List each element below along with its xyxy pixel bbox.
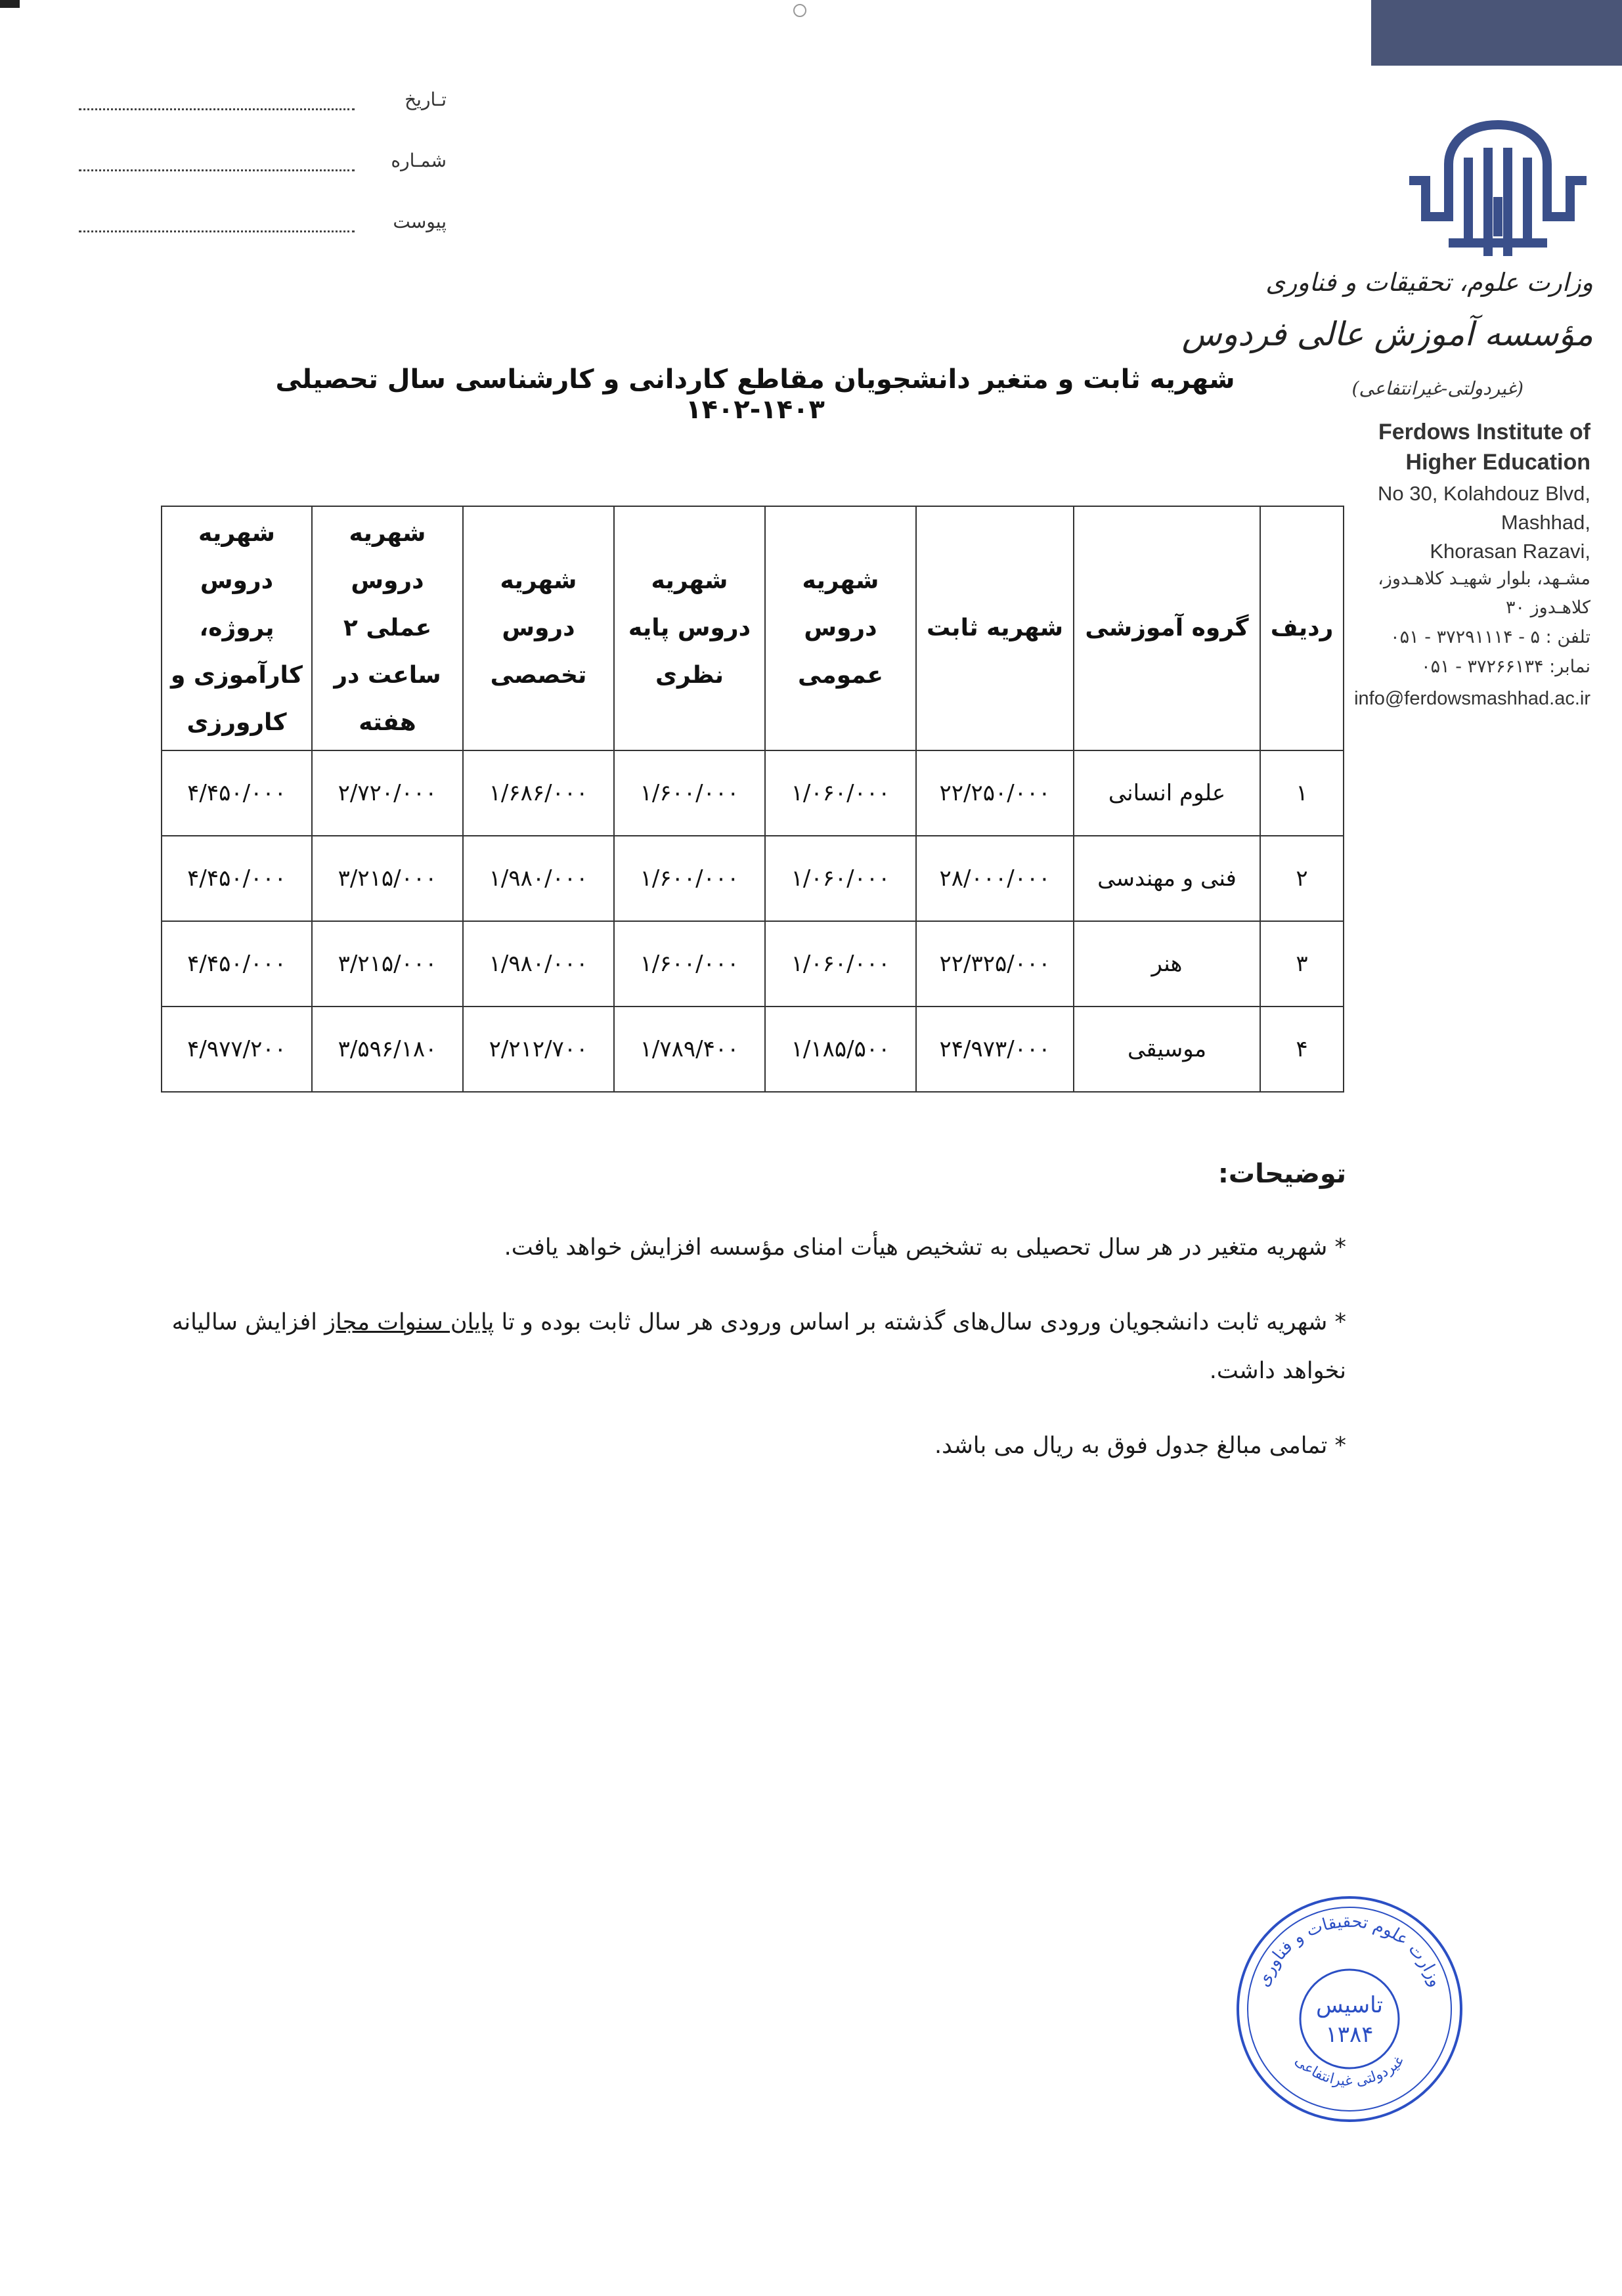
- date-field: [79, 82, 447, 143]
- institute-seal: [1231, 1891, 1468, 2127]
- table-cell: ۴: [1260, 1007, 1344, 1092]
- header-basic-theory-courses: شهریه دروس پایه نظری: [614, 506, 765, 750]
- table-cell: ۱/۰۶۰/۰۰۰: [765, 921, 916, 1007]
- attachment-field: [79, 204, 447, 265]
- institute-name-fa: مؤسسه آموزش عالی فردوس: [1181, 315, 1593, 353]
- table-cell: ۲۲/۳۲۵/۰۰۰: [916, 921, 1074, 1007]
- attachment-dotted-line: [79, 230, 355, 232]
- seal-year: ۱۳۸۴: [1325, 2022, 1374, 2048]
- date-dotted-line: [79, 108, 355, 110]
- table-cell: ۳/۲۱۵/۰۰۰: [312, 836, 463, 921]
- table-cell: ۲/۲۱۲/۷۰۰: [463, 1007, 614, 1092]
- table-row: [162, 921, 1344, 1007]
- table-cell: ۳/۲۱۵/۰۰۰: [312, 921, 463, 1007]
- address-en-line: Mashhad,: [1501, 511, 1590, 534]
- table-cell: ۴/۴۵۰/۰۰۰: [162, 750, 312, 836]
- non-government-label: (غیردولتی-غیرانتفاعی): [1351, 378, 1523, 399]
- table-cell: علوم انسانی: [1074, 750, 1260, 836]
- date-label: تـاریخ: [405, 89, 447, 110]
- table-cell: ۱/۰۶۰/۰۰۰: [765, 836, 916, 921]
- institute-name-en: [1328, 417, 1590, 477]
- punch-hole: [793, 4, 806, 17]
- header-general-courses: شهریه دروس عمومی: [765, 506, 916, 750]
- table-cell: ۱: [1260, 750, 1344, 836]
- note-currency: * تمامی مبالغ جدول فوق به ریال می باشد.: [934, 1433, 1346, 1459]
- table-cell: ۱/۹۸۰/۰۰۰: [463, 836, 614, 921]
- note-fixed-tuition: [171, 1298, 1346, 1395]
- note-fixed-tuition-underlined: پایان سنوات مجاز: [324, 1309, 494, 1335]
- fax-number: نمابر: ۳۷۲۶۶۱۳۴ - ۰۵۱: [1421, 657, 1590, 677]
- number-dotted-line: [79, 169, 355, 171]
- table-cell: ۱/۱۸۵/۵۰۰: [765, 1007, 916, 1092]
- email-address: info@ferdowsmashhad.ac.ir: [1354, 688, 1590, 709]
- table-cell: ۱/۷۸۹/۴۰۰: [614, 1007, 765, 1092]
- table-cell: ۴/۹۷۷/۲۰۰: [162, 1007, 312, 1092]
- institute-name-en-line2: Higher Education: [1405, 450, 1590, 475]
- table-cell: موسیقی: [1074, 1007, 1260, 1092]
- address-en-line: No 30, Kolahdouz Blvd,: [1378, 482, 1590, 505]
- table-cell: ۲/۷۲۰/۰۰۰: [312, 750, 463, 836]
- table-cell: ۱/۶۰۰/۰۰۰: [614, 750, 765, 836]
- table-row: [162, 836, 1344, 921]
- header-fixed-tuition: شهریه ثابت: [916, 506, 1074, 750]
- svg-text:وزارت علوم تحقیقات و فناوری: [1254, 1912, 1446, 1990]
- table-cell: ۳/۵۹۶/۱۸۰: [312, 1007, 463, 1092]
- table-header-row: [162, 506, 1344, 750]
- tuition-table: [161, 506, 1344, 1093]
- notes-section: [171, 1159, 1346, 1496]
- number-field: [79, 143, 447, 204]
- table-cell: ۲: [1260, 836, 1344, 921]
- seal-outer-text: وزارت علوم تحقیقات و فناوری: [1253, 1911, 1446, 1990]
- header-project-internship: شهریه دروس پروژه، کارآموزی و کارورزی: [162, 506, 312, 750]
- header-practical-courses: شهریه دروس عملی ۲ ساعت در هفته: [312, 506, 463, 750]
- table-cell: ۱/۶۰۰/۰۰۰: [614, 921, 765, 1007]
- letterhead-top-bar: [1371, 0, 1622, 66]
- table-row: [162, 750, 1344, 836]
- institute-name-en-line1: Ferdows Institute of: [1378, 420, 1590, 444]
- corner-mark: [0, 0, 20, 8]
- table-row: [162, 1007, 1344, 1092]
- table-cell: ۱/۹۸۰/۰۰۰: [463, 921, 614, 1007]
- notes-title: توضیحات:: [1217, 1159, 1346, 1189]
- table-cell: ۲۲/۲۵۰/۰۰۰: [916, 750, 1074, 836]
- svg-text:غیردولتی غیرانتفاعی: [1292, 2052, 1407, 2089]
- table-cell: فنی و مهندسی: [1074, 836, 1260, 921]
- note-fixed-tuition-part2: افزایش سالیانه نخواهد داشت.: [171, 1309, 1346, 1384]
- address-en-line: Khorasan Razavi,: [1430, 540, 1590, 563]
- number-label: شمـاره: [391, 150, 447, 171]
- header-specialized-courses: شهریه دروس تخصصی: [463, 506, 614, 750]
- table-cell: ۱/۰۶۰/۰۰۰: [765, 750, 916, 836]
- header-row-number: ردیف: [1260, 506, 1344, 750]
- table-cell: ۴/۴۵۰/۰۰۰: [162, 836, 312, 921]
- ministry-name: وزارت علوم، تحقیقات و فناوری: [1265, 268, 1593, 297]
- reference-fields: [79, 82, 447, 265]
- table-cell: ۲۴/۹۷۳/۰۰۰: [916, 1007, 1074, 1092]
- document-title: شهریه ثابت و متغیر دانشجویان مقاطع کاردانی و کارشناسی سال تحصیلی ۱۴۰۳-۱۴۰۲: [275, 364, 1235, 425]
- address-fa-line1: مشـهد، بلوار شهیـد کلاهـدوز،: [1378, 569, 1590, 589]
- table-cell: ۱/۶۰۰/۰۰۰: [614, 836, 765, 921]
- seal-bottom-text: غیردولتی غیرانتفاعی: [1291, 2052, 1408, 2090]
- note-variable-tuition: * شهریه متغیر در هر سال تحصیلی به تشخیص هیأت امنای مؤسسه افزایش خواهد یافت.: [504, 1234, 1346, 1261]
- address-fa-line2: کلاهـدوز ۳۰: [1506, 597, 1590, 618]
- address-fa: [1328, 565, 1590, 622]
- institute-logo-icon: [1403, 118, 1593, 263]
- note-fixed-tuition-part1: * شهریه ثابت دانشجویان ورودی سال‌های گذشته بر اساس ورودی هر سال ثابت بوده و تا: [494, 1309, 1346, 1335]
- table-cell: ۳: [1260, 921, 1344, 1007]
- phone-number: تلفن : ۵ - ۳۷۲۹۱۱۱۴ - ۰۵۱: [1390, 627, 1590, 647]
- header-department: گروه آموزشی: [1074, 506, 1260, 750]
- table-cell: هنر: [1074, 921, 1260, 1007]
- table-cell: ۲۸/۰۰۰/۰۰۰: [916, 836, 1074, 921]
- seal-center-label: تاسیس: [1316, 1992, 1383, 2018]
- table-cell: ۱/۶۸۶/۰۰۰: [463, 750, 614, 836]
- attachment-label: پیوست: [393, 211, 447, 232]
- table-cell: ۴/۴۵۰/۰۰۰: [162, 921, 312, 1007]
- address-en: [1328, 479, 1590, 566]
